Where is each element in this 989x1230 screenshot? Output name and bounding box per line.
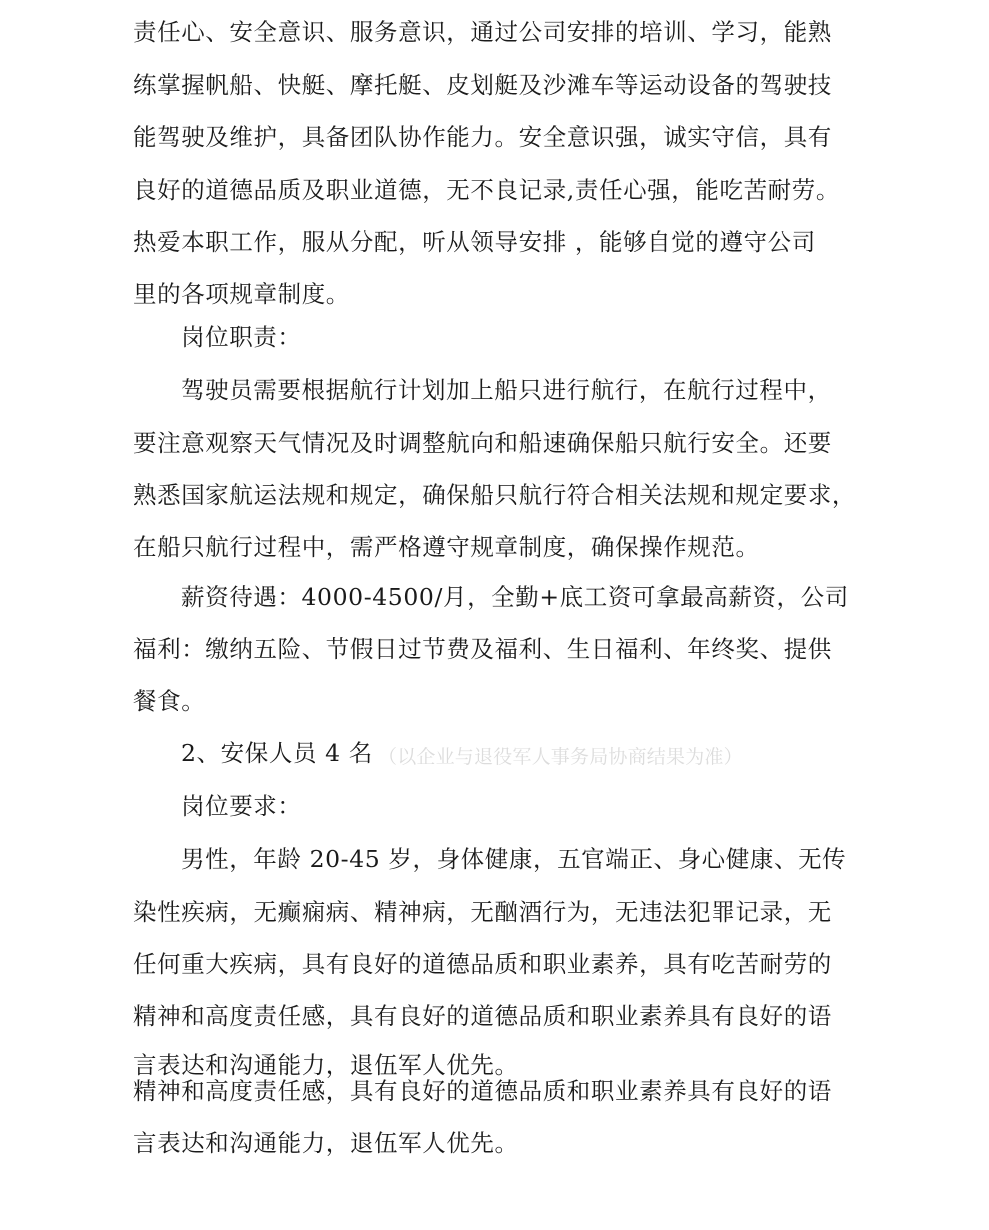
section-heading: 岗位职责： <box>181 323 302 351</box>
text-line: 练掌握帆船、快艇、摩托艇、皮划艇及沙滩车等运动设备的驾驶技 <box>133 71 832 99</box>
text-line: 餐食。 <box>133 687 206 715</box>
text-line: 热爱本职工作，服从分配，听从领导安排 ，能够自觉的遵守公司 <box>133 228 816 256</box>
text-line: 熟悉国家航运法规和规定，确保船只航行符合相关法规和规定要求， <box>133 481 856 509</box>
text-line: 言表达和沟通能力，退伍军人优先。 <box>133 1051 519 1079</box>
text-line: 能驾驶及维护，具备团队协作能力。安全意识强，诚实守信，具有 <box>133 123 832 151</box>
text-line: 里的各项规章制度。 <box>133 280 350 308</box>
text-line: 责任心、安全意识、服务意识，通过公司安排的培训、学习，能熟 <box>133 18 832 46</box>
faint-note: （以企业与退役军人事务局协商结果为准） <box>378 746 743 768</box>
text-line: 驾驶员需要根据航行计划加上船只进行航行，在航行过程中， <box>181 376 832 404</box>
section-heading: 岗位要求： <box>181 792 302 820</box>
text-line: 精神和高度责任感，具有良好的道德品质和职业素养具有良好的语 <box>133 1077 832 1105</box>
text-line: 良好的道德品质及职业道德，无不良记录,责任心强，能吃苦耐劳。 <box>133 176 840 204</box>
text-line: 言表达和沟通能力，退伍军人优先。 <box>133 1129 519 1157</box>
text-line: 要注意观察天气情况及时调整航向和船速确保船只航行安全。还要 <box>133 429 832 457</box>
text-line: 男性，年龄 20-45 岁，身体健康，五官端正、身心健康、无传 <box>181 845 847 873</box>
text-line: 薪资待遇：4000-4500/月，全勤+底工资可拿最高薪资，公司 <box>181 583 849 611</box>
text-line: 福利：缴纳五险、节假日过节费及福利、生日福利、年终奖、提供 <box>133 635 832 663</box>
text-line: 任何重大疾病，具有良好的道德品质和职业素养，具有吃苦耐劳的 <box>133 950 832 978</box>
text-line: 在船只航行过程中，需严格遵守规章制度，确保操作规范。 <box>133 533 760 561</box>
text-line: 精神和高度责任感，具有良好的道德品质和职业素养具有良好的语 <box>133 1002 832 1030</box>
section-heading: 2、安保人员 4 名 <box>181 739 373 767</box>
text-line: 染性疾病，无癫痫病、精神病，无酗酒行为，无违法犯罪记录，无 <box>133 898 832 926</box>
